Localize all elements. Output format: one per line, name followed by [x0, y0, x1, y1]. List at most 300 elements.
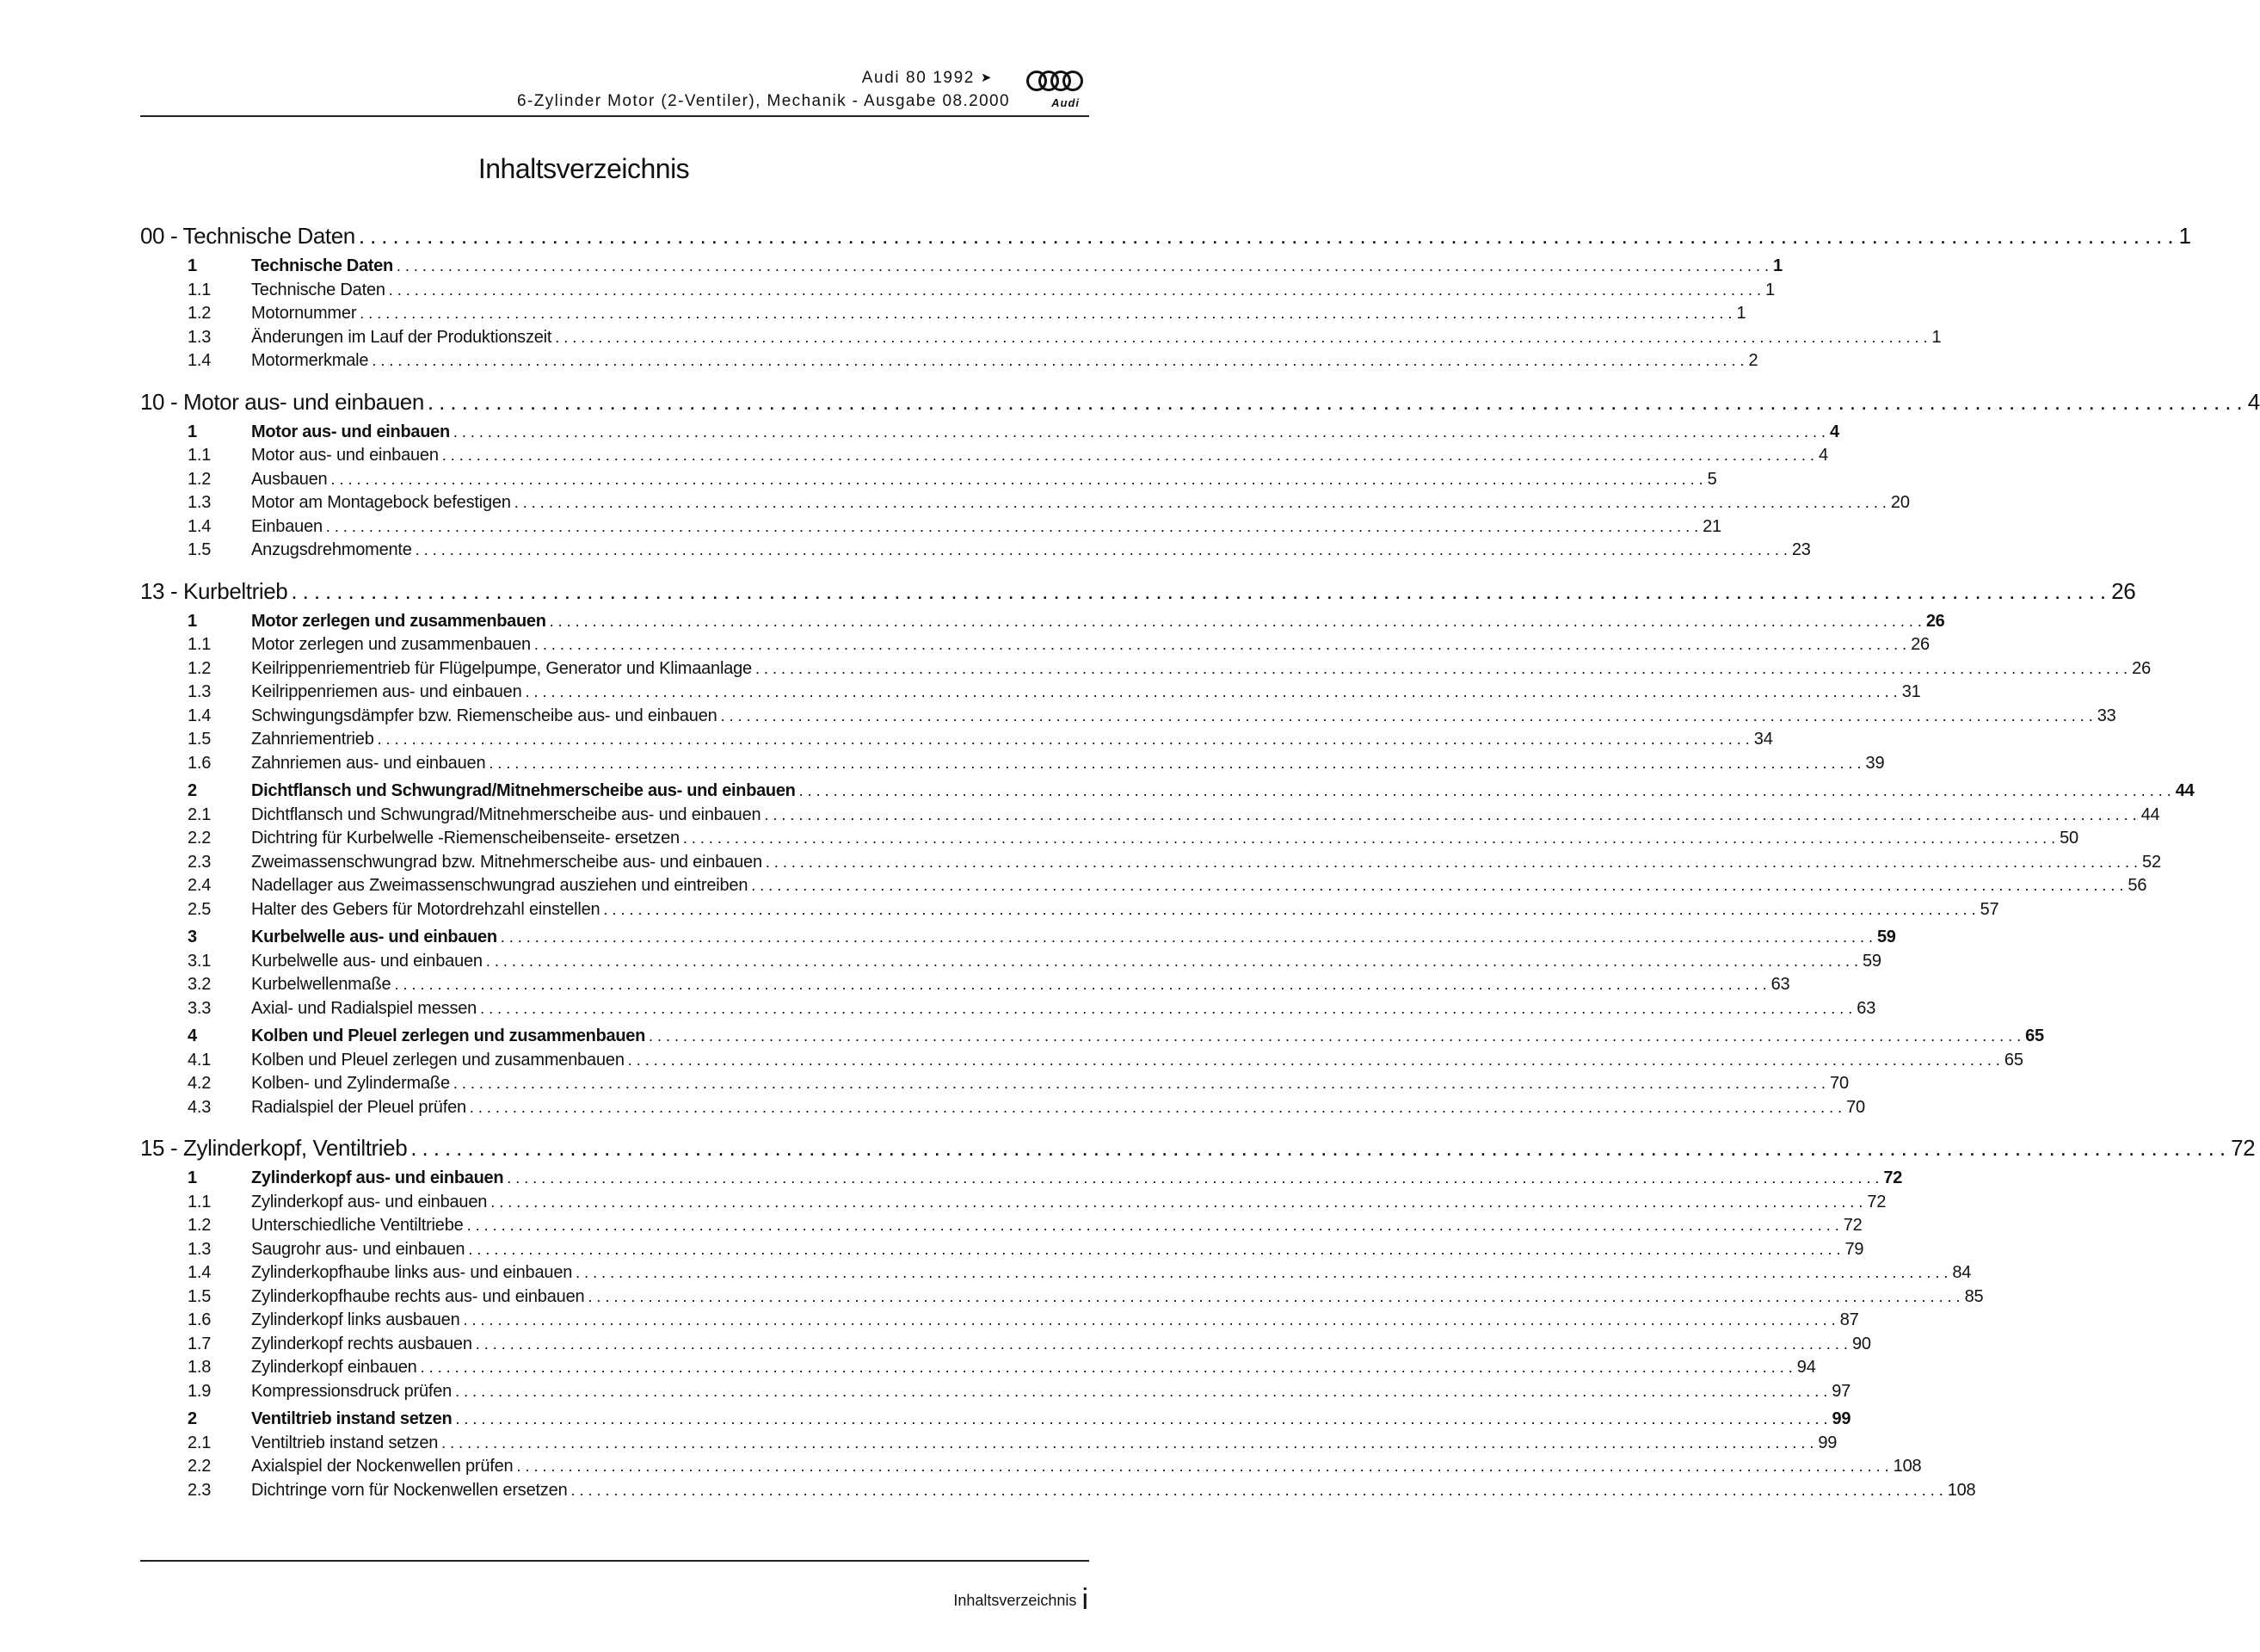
toc-entry-label	[188, 1481, 568, 1501]
toc-entry[interactable]	[140, 730, 1773, 754]
toc-leader-dots: ................................................................................................................................................................	[427, 388, 2248, 415]
toc-page-number: 20	[1890, 493, 1910, 512]
toc-page-number: 5	[1707, 469, 1717, 489]
toc-page-number: 84	[1952, 1263, 1972, 1282]
toc-page-number: 34	[1753, 730, 1773, 749]
toc-section[interactable]	[140, 256, 1783, 280]
toc-leader-dots: ................................................................................................................................................................	[469, 1098, 1847, 1116]
toc-entry[interactable]	[140, 1192, 1887, 1217]
toc-page-number: 59	[1863, 951, 1881, 971]
toc-page-number: 4	[2247, 388, 2260, 415]
toc-number: 2.1	[188, 1433, 212, 1452]
toc-entry[interactable]	[140, 1286, 1984, 1311]
toc-leader-dots: ................................................................................................................................................................	[468, 1240, 1845, 1258]
toc-leader-dots: ................................................................................................................................................................	[765, 853, 2143, 871]
model-text: Audi 80 1992	[861, 69, 975, 87]
toc-leader-dots: ................................................................................................................................................................	[394, 976, 1771, 993]
toc-entry[interactable]	[140, 327, 1942, 352]
toc-leader-dots: ................................................................................................................................................................	[516, 1458, 1894, 1475]
toc-leader-dots: ................................................................................................................................................................	[360, 305, 1737, 322]
toc-page-number: 33	[2097, 706, 2116, 725]
toc-entry[interactable]	[140, 658, 2151, 683]
toc-entry-label	[188, 999, 477, 1019]
toc-number: 3.2	[188, 975, 212, 994]
toc-entry-label	[188, 853, 762, 872]
toc-number: 1.5	[188, 730, 212, 749]
toc-entry-label	[188, 1240, 465, 1260]
toc-number: 2	[188, 1409, 197, 1428]
toc-leader-dots: ................................................................................................................................................................	[490, 1193, 1868, 1211]
toc-number: 1.4	[188, 706, 212, 725]
toc-page-number: 85	[1964, 1286, 1984, 1306]
toc-chapter[interactable]	[140, 388, 2260, 418]
toc-entry[interactable]	[140, 706, 2116, 730]
toc-leader-dots: ................................................................................................................................................................	[533, 636, 1912, 653]
toc-title: Kolben und Pleuel zerlegen und zusammenbauen	[251, 1026, 645, 1045]
chapter-spacer	[140, 1121, 1069, 1130]
toc-title: Halter des Gebers für Motordrehzahl einstellen	[251, 899, 600, 919]
toc-leader-dots: ................................................................................................................................................................	[466, 1217, 1844, 1234]
toc-entry[interactable]	[140, 1239, 1864, 1264]
toc-number: 3.3	[188, 998, 212, 1018]
toc-entry[interactable]	[140, 1263, 1972, 1287]
toc-entry[interactable]	[140, 1050, 2023, 1075]
toc-chapter-label	[140, 223, 355, 250]
toc-leader-dots: ................................................................................................................................................................	[453, 1075, 1831, 1092]
toc-chapter-label	[140, 1135, 407, 1162]
toc-entry-label	[188, 900, 600, 920]
toc-title: Unterschiedliche Ventiltriebe	[251, 1216, 464, 1235]
toc-title: Kurbelwelle aus- und einbauen	[251, 951, 483, 971]
toc-entry-label	[188, 351, 368, 371]
toc-entry[interactable]	[140, 1457, 1922, 1481]
toc-page-number: 65	[2025, 1026, 2044, 1045]
toc-leader-dots: ................................................................................................................................................................	[415, 541, 1792, 558]
toc-title: Saugrohr aus- und einbauen	[251, 1239, 465, 1259]
toc-title: 13 - Kurbeltrieb	[140, 577, 288, 604]
toc-title: Motor aus- und einbauen	[251, 422, 450, 441]
toc-leader-dots: ................................................................................................................................................................	[682, 829, 2060, 847]
toc-page-number: 1	[1736, 304, 1746, 323]
toc-entry[interactable]	[140, 753, 1885, 778]
toc-number: 1.6	[188, 753, 212, 773]
logo-wordmark: Audi	[1051, 96, 1080, 109]
toc-entry[interactable]	[140, 998, 1876, 1023]
toc-entry[interactable]	[140, 1310, 1859, 1335]
toc-entry[interactable]	[140, 469, 1717, 494]
toc-section[interactable]	[140, 928, 1896, 952]
toc-page-number: 59	[1876, 928, 1896, 946]
chapter-spacer	[140, 375, 1069, 384]
toc-leader-dots: ................................................................................................................................................................	[475, 1335, 1852, 1353]
toc-title: Axialspiel der Nockenwellen prüfen	[251, 1457, 514, 1476]
toc-entry-label	[188, 1457, 513, 1476]
toc-number: 1.1	[188, 635, 212, 654]
toc-leader-dots: ................................................................................................................................................................	[420, 1359, 1797, 1376]
toc-entry-label	[188, 659, 752, 679]
toc-entry[interactable]	[140, 1381, 1851, 1406]
toc-section[interactable]	[140, 1409, 1851, 1433]
toc-leader-dots: ................................................................................................................................................................	[463, 1311, 1840, 1328]
toc-number: 1.4	[188, 351, 212, 370]
toc-number: 1.2	[188, 469, 212, 489]
toc-leader-dots: ................................................................................................................................................................	[514, 494, 1891, 511]
toc-section-label	[188, 256, 393, 276]
toc-page-number: 63	[1770, 975, 1790, 994]
toc-title: Technische Daten	[251, 256, 393, 275]
toc-page-number: 26	[1925, 611, 1945, 631]
toc-leader-dots: ................................................................................................................................................................	[754, 659, 2133, 677]
toc-page-number: 72	[1883, 1168, 1903, 1187]
toc-entry[interactable]	[140, 1334, 1871, 1359]
toc-entry-label	[188, 280, 385, 300]
toc-title: Motor am Montagebock befestigen	[251, 493, 511, 512]
toc-entry-label	[188, 829, 680, 848]
toc-number: 1.2	[188, 1216, 212, 1235]
chapter-spacer	[140, 564, 1069, 573]
toc-page-number: 97	[1832, 1381, 1851, 1401]
toc-leader-dots: ................................................................................................................................................................	[325, 517, 1703, 535]
toc-page-number: 44	[2140, 804, 2160, 824]
toc-section[interactable]	[140, 422, 1839, 447]
toc-entry[interactable]	[140, 280, 1775, 305]
toc-title: Ausbauen	[251, 469, 328, 489]
toc-section-label	[188, 1409, 452, 1429]
toc-entry-label	[188, 1216, 464, 1236]
toc-entry[interactable]	[140, 516, 1721, 541]
toc-leader-dots: ................................................................................................................................................................	[377, 730, 1754, 748]
toc-title: Ventiltrieb instand setzen	[251, 1409, 453, 1428]
toc-number: 1.3	[188, 493, 212, 512]
toc-chapter[interactable]	[140, 1135, 2256, 1164]
toc-title: Dichtring für Kurbelwelle -Riemenscheibenseite- ersetzen	[251, 829, 680, 848]
toc-entry[interactable]	[140, 1433, 1838, 1458]
toc-entry-label	[188, 1358, 417, 1378]
toc-page-number: 26	[2111, 577, 2136, 604]
toc-number: 1.1	[188, 280, 212, 299]
toc-entry-label	[188, 1433, 438, 1453]
toc-number: 1	[188, 256, 197, 275]
toc-entry-label	[188, 1382, 452, 1402]
toc-section-label	[188, 1168, 503, 1188]
toc-title: Zylinderkopf aus- und einbauen	[251, 1192, 488, 1211]
toc-title: Zylinderkopf links ausbauen	[251, 1310, 460, 1329]
toc-leader-dots: ................................................................................................................................................................	[570, 1481, 1948, 1499]
page-header	[140, 65, 1090, 115]
toc-title: Anzugsdrehmomente	[251, 540, 412, 559]
toc-entry[interactable]	[140, 804, 2160, 829]
toc-number: 1.1	[188, 446, 212, 465]
toc-leader-dots: ................................................................................................................................................................	[396, 257, 1774, 274]
toc-number: 1.5	[188, 540, 212, 559]
toc-entry-label	[188, 493, 511, 513]
toc-title: Kolben- und Zylindermaße	[251, 1074, 450, 1093]
toc-entry-label	[188, 1335, 472, 1354]
toc-entry[interactable]	[140, 899, 1999, 924]
toc-page-number: 108	[1947, 1480, 1976, 1500]
toc-section[interactable]	[140, 611, 1945, 636]
toc-leader-dots: ................................................................................................................................................................	[627, 1051, 2004, 1069]
toc-page-number: 52	[2142, 852, 2161, 872]
toc-title: Zweimassenschwungrad bzw. Mitnehmerscheibe aus- und einbauen	[251, 852, 762, 872]
toc-leader-dots: ................................................................................................................................................................	[410, 1135, 2232, 1161]
toc-page-number: 99	[1832, 1409, 1851, 1428]
toc-page-number: 1	[1773, 256, 1783, 275]
toc-leader-dots: ................................................................................................................................................................	[798, 782, 2176, 799]
toc-title: 15 - Zylinderkopf, Ventiltrieb	[140, 1135, 408, 1161]
toc-number: 2.3	[188, 852, 212, 872]
page-footer	[953, 1580, 1088, 1616]
toc-page-number: 21	[1703, 516, 1721, 536]
toc-number: 1.2	[188, 658, 212, 678]
toc-entry-label	[188, 952, 483, 971]
toc-title: Zylinderkopfhaube links aus- und einbauen	[251, 1263, 573, 1282]
toc-leader-dots: ................................................................................................................................................................	[588, 1287, 1965, 1305]
toc-entry[interactable]	[140, 493, 1910, 517]
toc-chapter-label	[140, 578, 287, 605]
toc-number: 4	[188, 1026, 197, 1045]
toc-section-label	[188, 1026, 645, 1046]
toc-title: Motornummer	[251, 304, 357, 323]
toc-entry[interactable]	[140, 446, 1828, 470]
toc-page-number: 72	[1867, 1192, 1887, 1211]
toc-page-number: 2	[1748, 351, 1758, 370]
toc-entry[interactable]	[140, 351, 1758, 375]
header-divider	[140, 115, 1089, 117]
toc-title: Zahnriementrieb	[251, 730, 374, 749]
toc-page-number: 72	[2231, 1135, 2256, 1161]
toc-leader-dots: ................................................................................................................................................................	[720, 706, 2097, 724]
toc-entry[interactable]	[140, 540, 1811, 564]
toc-title: Einbauen	[251, 516, 323, 536]
toc-leader-dots: ................................................................................................................................................................	[576, 1264, 1953, 1281]
toc-entry-label	[188, 682, 522, 702]
toc-title: Nadellager aus Zweimassenschwungrad ausziehen und eintreiben	[251, 876, 748, 895]
toc-title: Kurbelwellenmaße	[251, 975, 391, 994]
toc-number: 1.7	[188, 1334, 212, 1353]
toc-leader-dots: ................................................................................................................................................................	[500, 928, 1877, 946]
toc-number: 1.4	[188, 1263, 212, 1282]
toc-title: Dichtflansch und Schwungrad/Mitnehmerscheibe aus- und einbauen	[251, 804, 761, 824]
toc-entry[interactable]	[140, 975, 1790, 999]
toc-page-number: 79	[1844, 1239, 1864, 1259]
toc-chapter-label	[140, 389, 424, 416]
toc-entry-label	[188, 1074, 450, 1094]
footer-page-number: i	[1081, 1583, 1088, 1616]
toc-page-number: 1	[2178, 223, 2191, 249]
toc-number: 1.3	[188, 327, 212, 347]
toc-leader-dots: ................................................................................................................................................................	[507, 1169, 1884, 1187]
toc-entry[interactable]	[140, 1216, 1863, 1240]
toc-leader-dots: ................................................................................................................................................................	[485, 952, 1863, 970]
toc-title: Dichtringe vorn für Nockenwellen ersetzen	[251, 1480, 568, 1500]
toc-entry[interactable]	[140, 876, 2147, 900]
toc-title: Zylinderkopfhaube rechts aus- und einbauen	[251, 1286, 585, 1306]
toc-number: 2.1	[188, 804, 212, 824]
toc-leader-dots: ................................................................................................................................................................	[549, 612, 1926, 630]
toc-title: Zylinderkopf einbauen	[251, 1358, 417, 1377]
toc-leader-dots: ................................................................................................................................................................	[751, 877, 2128, 894]
toc-page-number: 70	[1830, 1074, 1849, 1093]
toc-entry[interactable]	[140, 304, 1746, 328]
toc-leader-dots: ................................................................................................................................................................	[330, 470, 1708, 488]
toc-leader-dots: ................................................................................................................................................................	[453, 422, 1831, 441]
toc-leader-dots: ................................................................................................................................................................	[555, 328, 1932, 346]
toc-number: 1.3	[188, 682, 212, 701]
toc-page-number: 1	[1764, 280, 1775, 299]
toc-entry[interactable]	[140, 1097, 1865, 1122]
audi-rings-icon	[1011, 65, 1090, 96]
toc-number: 1.2	[188, 304, 212, 323]
toc-leader-dots: ................................................................................................................................................................	[441, 1433, 1819, 1452]
toc-page-number: 65	[2004, 1050, 2023, 1069]
toc-entry-label	[188, 975, 391, 995]
toc-title: Dichtflansch und Schwungrad/Mitnehmerscheibe aus- und einbauen	[251, 781, 796, 800]
toc-title: Ventiltrieb instand setzen	[251, 1433, 439, 1452]
toc-number: 1	[188, 1168, 197, 1187]
toc-entry-label	[188, 540, 412, 560]
toc-leader-dots: ................................................................................................................................................................	[455, 1382, 1832, 1400]
toc-page-number: 39	[1865, 753, 1885, 773]
toc-title: Technische Daten	[251, 280, 385, 299]
toc-title: 10 - Motor aus- und einbauen	[140, 388, 424, 415]
toc-number: 2.3	[188, 1480, 212, 1500]
toc-title: Änderungen im Lauf der Produktionszeit	[251, 327, 552, 347]
toc-section-label	[188, 781, 796, 801]
toc-page-number: 23	[1791, 540, 1811, 559]
toc-page-number: 31	[1901, 682, 1921, 701]
toc-entry[interactable]	[140, 951, 1881, 976]
toc-entry[interactable]	[140, 1480, 1976, 1505]
toc-entry-label	[188, 805, 761, 825]
toc-title: Axial- und Radialspiel messen	[251, 998, 477, 1018]
toc-number: 1.5	[188, 1286, 212, 1306]
toc-page-number: 57	[1980, 899, 1999, 919]
toc-page-number: 94	[1796, 1358, 1816, 1377]
toc-number: 2.2	[188, 1457, 212, 1476]
toc-entry[interactable]	[140, 852, 2161, 877]
toc-chapter[interactable]	[140, 577, 2136, 607]
toc-number: 2.5	[188, 899, 212, 919]
arrow-right-icon: ➤	[980, 71, 993, 85]
toc-title: Keilrippenriementrieb für Flügelpumpe, Generator und Klimaanlage	[251, 658, 752, 678]
toc-title: Zylinderkopf rechts ausbauen	[251, 1334, 472, 1353]
toc-title: Schwingungsdämpfer bzw. Riemenscheibe aus- und einbauen	[251, 706, 717, 725]
toc-title: Zahnriemen aus- und einbauen	[251, 753, 486, 773]
toc-leader-dots: ................................................................................................................................................................	[441, 447, 1819, 464]
footer-divider	[140, 1560, 1089, 1562]
toc-leader-dots: ................................................................................................................................................................	[603, 900, 1980, 918]
toc-page-number: 87	[1839, 1310, 1859, 1329]
toc-entry-label	[188, 1263, 572, 1283]
toc-entry[interactable]	[140, 682, 1921, 706]
toc-entry[interactable]	[140, 1358, 1816, 1382]
page-title: Inhaltsverzeichnis	[477, 153, 690, 184]
toc-title: Kurbelwelle aus- und einbauen	[251, 928, 497, 946]
toc-entry-label	[188, 470, 327, 490]
toc-number: 4.2	[188, 1074, 212, 1093]
toc-number: 2.4	[188, 876, 212, 895]
toc-chapter[interactable]	[140, 223, 2191, 252]
toc-entry-label	[188, 304, 356, 324]
toc-entry[interactable]	[140, 635, 1930, 659]
toc-number: 1.9	[188, 1381, 212, 1401]
toc-section[interactable]	[140, 781, 2195, 805]
toc-leader-dots: ................................................................................................................................................................	[489, 754, 1866, 772]
toc-entry-label	[188, 1287, 584, 1307]
toc-number: 1.6	[188, 1310, 212, 1329]
toc-number: 3	[188, 928, 197, 946]
toc-page-number: 99	[1818, 1433, 1838, 1452]
toc-page-number: 72	[1843, 1216, 1863, 1235]
toc-page-number: 108	[1893, 1457, 1922, 1476]
toc-entry-label	[188, 1310, 460, 1330]
toc-page-number: 4	[1818, 446, 1828, 465]
toc-title: Motor aus- und einbauen	[251, 446, 439, 465]
toc-entry-label	[188, 446, 439, 465]
toc-entry-label	[188, 1193, 487, 1212]
toc-leader-dots: ................................................................................................................................................................	[358, 223, 2179, 249]
toc-leader-dots: ................................................................................................................................................................	[455, 1410, 1832, 1427]
toc-entry-label	[188, 876, 748, 896]
toc-title: Kompressionsdruck prüfen	[251, 1381, 453, 1401]
toc-leader-dots: ................................................................................................................................................................	[480, 999, 1857, 1017]
toc-title: Motor zerlegen und zusammenbauen	[251, 635, 531, 654]
toc-entry-label	[188, 706, 717, 726]
toc-entry-label	[188, 328, 551, 348]
toc-entry[interactable]	[140, 829, 2078, 853]
toc-title: Motor zerlegen und zusammenbauen	[251, 611, 546, 631]
toc-leader-dots: ................................................................................................................................................................	[291, 577, 2112, 604]
toc-number: 1.3	[188, 1239, 212, 1259]
toc-entry-label	[188, 730, 374, 749]
toc-page-number: 70	[1846, 1097, 1865, 1117]
toc-number: 4.1	[188, 1050, 212, 1069]
table-of-contents	[140, 218, 2260, 1504]
toc-leader-dots: ................................................................................................................................................................	[648, 1027, 2026, 1045]
toc-section[interactable]	[140, 1026, 2044, 1051]
toc-number: 3.1	[188, 951, 212, 971]
toc-number: 2.2	[188, 829, 212, 848]
toc-section[interactable]	[140, 1168, 1903, 1193]
header-subtitle: 6-Zylinder Motor (2-Ventiler), Mechanik - Ausgabe 08.2000	[517, 92, 1010, 110]
toc-title: Keilrippenriemen aus- und einbauen	[251, 682, 522, 701]
toc-page-number: 26	[2132, 658, 2151, 678]
toc-page-number: 90	[1851, 1334, 1871, 1353]
toc-section-label	[188, 612, 546, 632]
toc-number: 1	[188, 422, 197, 441]
header-model	[862, 69, 993, 88]
toc-entry-label	[188, 1098, 466, 1118]
toc-page-number: 56	[2128, 876, 2147, 895]
toc-leader-dots: ................................................................................................................................................................	[388, 280, 1765, 299]
toc-entry-label	[188, 1051, 625, 1070]
toc-entry-label	[188, 754, 485, 774]
footer-label: Inhaltsverzeichnis	[953, 1592, 1077, 1609]
toc-leader-dots: ................................................................................................................................................................	[764, 805, 2141, 823]
toc-page-number: 26	[1911, 635, 1930, 654]
toc-entry[interactable]	[140, 1074, 1849, 1098]
toc-page-number: 1	[1931, 327, 1942, 347]
toc-number: 1.8	[188, 1358, 212, 1377]
toc-leader-dots: ................................................................................................................................................................	[525, 683, 1902, 700]
toc-leader-dots: ................................................................................................................................................................	[372, 352, 1749, 369]
toc-entry-label	[188, 635, 531, 655]
toc-number: 2	[188, 781, 197, 800]
toc-title: 00 - Technische Daten	[140, 223, 355, 249]
toc-section-label	[188, 422, 450, 442]
audi-logo	[1011, 65, 1090, 114]
